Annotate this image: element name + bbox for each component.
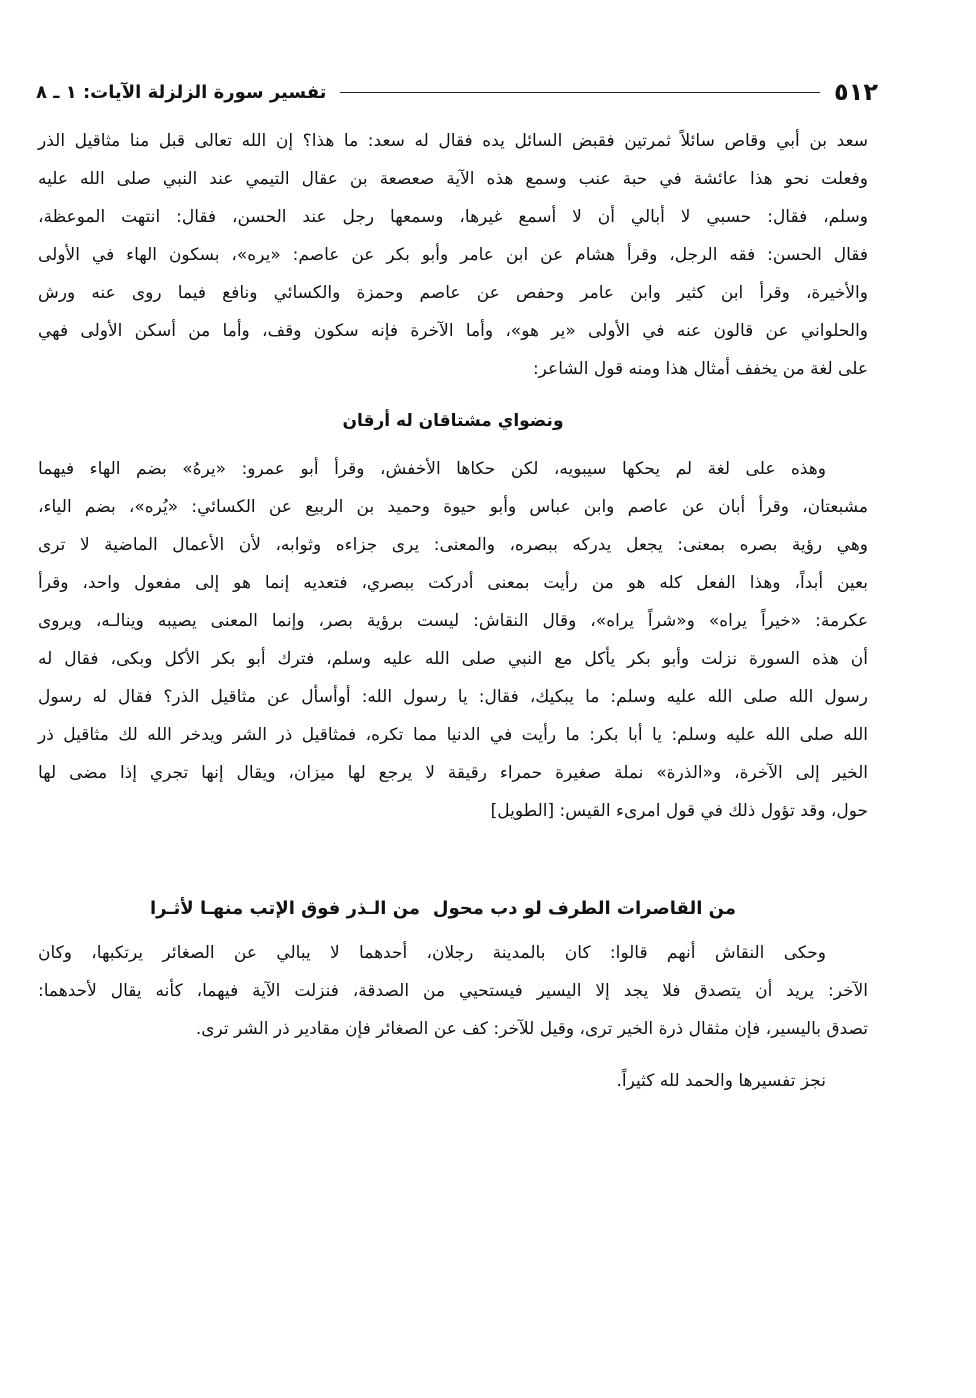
text-line: وحكى النقاش أنهم قالوا: كان بالمدينة رجلان، أحدهما لا يبالي عن الصغائر يرتكبها، وكان (38, 943, 826, 963)
verse-1: ونضواي مشتاقان له أرقان (342, 411, 564, 431)
text-line: الله صلى الله عليه وسلم: يا أبا بكر: ما رأيت في الدنيا مما تكره، فمثاقيل ذر الشر ويدخر الله لك مثاقيل ذر (38, 725, 868, 745)
verse-2 (150, 898, 736, 926)
text-line: وسلم، فقال: حسبي لا أبالي أن لا أسمع غيرها، وسمعها رجل عند الحسن، فقال: انتهت الموعظة، (38, 207, 868, 227)
page-header (36, 74, 878, 110)
text-line: فقال الحسن: فقه الرجل، وقرأ هشام عن ابن عامر وأبو بكر عن عاصم: «يره»، بسكون الهاء في الأولى (38, 245, 868, 265)
text-line: على لغة من يخفف أمثال هذا ومنه قول الشاعر: (532, 359, 868, 379)
text-line: مشبعتان، وقرأ أبان عن عاصم وابن عباس وأبو حيوة وحميد بن الربيع عن الكسائي: «يُره»، بضم الياء، (38, 497, 868, 517)
text-line: تصدق باليسير، فإن مثقال ذرة الخير ترى، وقيل للآخر: كف عن الصغائر فإن مقادير ذر الشر ترى. (195, 1019, 868, 1039)
verse-hemistich-2: من الـذر فوق الإتب منهـا لأثـرا (150, 898, 421, 919)
text-line: وفعلت نحو هذا عائشة في حبة عنب وسمع هذه الآية صعصعة بن عقال التيمي عند النبي صلى الله عليه (38, 169, 868, 189)
verse-hemistich-1: من القاصرات الطرف لو دب محول (432, 898, 736, 919)
text-line: الخير إلى الآخرة، و«الذرة» نملة صغيرة حمراء رقيقة لا يرجع لها ميزان، ويقال إنها تجري إذا مضى لها (38, 763, 868, 783)
text-line: أن هذه السورة نزلت وأبو بكر يأكل مع النبي صلى الله عليه وسلم، فترك أبو بكر الأكل وبكى، فقال له (38, 649, 868, 669)
text-line: حول، وقد تؤول ذلك في قول امرىء القيس: [الطويل] (490, 801, 868, 821)
header-rule (340, 92, 820, 93)
closing-line: نجز تفسيرها والحمد لله كثيراً. (616, 1071, 826, 1091)
page-number: ٥١٢ (834, 78, 878, 106)
text-line: عكرمة: «خيراً يراه» و«شراً يراه»، وقال النقاش: ليست برؤية بصر، وإنما المعنى يصيبه وينالـه، ويروى (38, 611, 868, 631)
text-line: والأخيرة، وقرأ ابن كثير وابن عامر وحفص عن عاصم وحمزة والكسائي ونافع فيما روى عنه ورش (38, 283, 868, 303)
running-title: تفسير سورة الزلزلة الآيات: ١ ـ ٨ (36, 81, 327, 103)
text-line: الآخر: يريد أن يتصدق فلا يجد إلا اليسير فيستحيي من الصدقة، فنزلت الآية فيهما، كأنه يقال لأحدهما: (38, 981, 868, 1001)
text-line: والحلواني عن قالون عنه في الأولى «ير هو»، وأما الآخرة فإنه سكون وقف، وأما من أسكن الأولى فهي (38, 321, 868, 341)
text-line: رسول الله صلى الله عليه وسلم: ما يبكيك، فقال: يا رسول الله: أوأسأل عن مثاقيل الذر؟ فقال له رسول (38, 687, 868, 707)
text-line: سعد بن أبي وقاص سائلاً ثمرتين فقبض السائل يده فقال له سعد: ما هذا؟ إن الله تعالى قبل منا مثاقيل الذر (38, 131, 868, 151)
text-line: وهذه على لغة لم يحكها سيبويه، لكن حكاها الأخفش، وقرأ أبو عمرو: «يرهُ» بضم الهاء فيهما (38, 459, 826, 479)
text-line: وهي رؤية بصره بمعنى: يجعل يدركه ببصره، والمعنى: يرى جزاءه وثوابه، لأن الأعمال الماضية لا ترى (38, 535, 868, 555)
text-line: بعين أبداً، وهذا الفعل كله هو من رأيت بمعنى أدركت ببصري، فتعديه إنما هو إلى مفعول واحد، وقرأ (38, 573, 868, 593)
